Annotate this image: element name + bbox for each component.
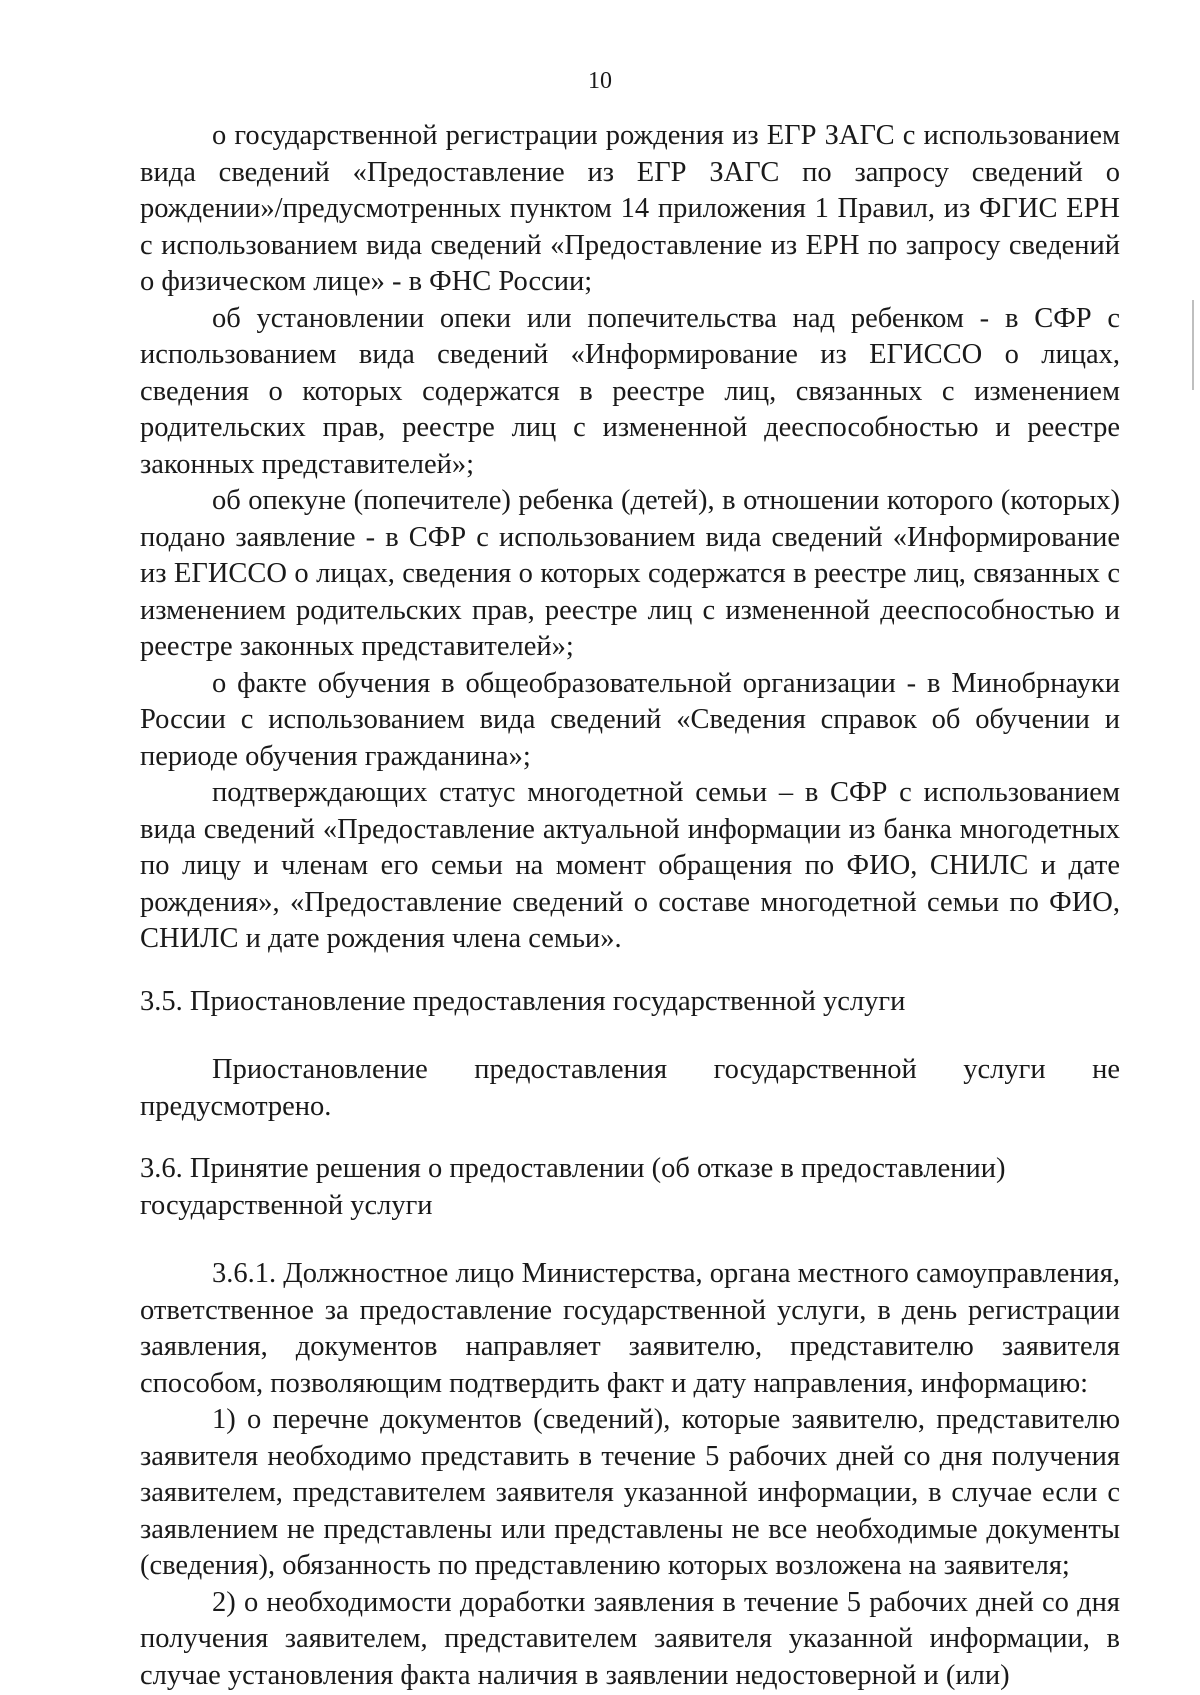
document-body bbox=[140, 118, 1120, 1694]
paragraph-large-family: подтверждающих статус многодетной семьи – в СФР с использованием вида сведений «Предоставление актуальной информации из банка многодетных по лицу и членам его семьи на момент обращения по ФИО, СНИЛС и дате рождения», «Предоставление сведений о составе многодетной семьи по ФИО, СНИЛС и дате рождения члена семьи». bbox=[140, 777, 1120, 954]
scan-edge-mark bbox=[1192, 300, 1194, 390]
paragraph-education: о факте обучения в общеобразовательной организации - в Минобрнауки России с использованием вида сведений «Сведения справок об обучении и периоде обучения гражданина»; bbox=[140, 667, 1120, 772]
paragraph-birth-registration: о государственной регистрации рождения из ЕГР ЗАГС с использованием вида сведений «Предоставление из ЕГР ЗАГС по запросу сведений о рождении»/предусмотренных пунктом 14 приложения 1 Правил, из ФГИС ЕРН с использованием вида сведений «Предоставление из ЕРН по запросу сведений о физическом лице» - в ФНС России; bbox=[140, 120, 1120, 297]
paragraph-item-2: 2) о необходимости доработки заявления в течение 5 рабочих дней со дня получения заявителем, представителем заявителя указанной информации, в случае установления факта наличия в заявлении недостоверной и (или) bbox=[140, 1586, 1120, 1691]
section-3-5-text: Приостановление предоставления государственной услуги не предусмотрено. bbox=[140, 1054, 1120, 1122]
paragraph-guardian: об опекуне (попечителе) ребенка (детей), в отношении которого (которых) подано заявление - в СФР с использованием вида сведений «Информирование из ЕГИССО о лицах, сведения о которых содержатся в реестре лиц, связанных с изменением родительских прав, реестре лиц с измененной дееспособностью и реестре законных представителей»; bbox=[140, 485, 1120, 662]
paragraph-guardianship: об установлении опеки или попечительства над ребенком - в СФР с использованием вида сведений «Информирование из ЕГИССО о лицах, сведения о которых содержатся в реестре лиц, связанных с изменением родительских прав, реестре лиц с измененной дееспособностью и реестре законных представителей»; bbox=[140, 302, 1120, 480]
section-3-6-title-line2: государственной услуги bbox=[140, 1189, 433, 1221]
page-number: 10 bbox=[588, 68, 612, 94]
paragraph-item-1: 1) о перечне документов (сведений), которые заявителю, представителю заявителя необходимо представить в течение 5 рабочих дней со дня получения заявителем, представителем заявителя указанной информации, в случае если с заявлением не представлены или представлены не все необходимые документы (сведения), обязанность по представлению которых возложена на заявителя; bbox=[140, 1404, 1120, 1581]
paragraph-3-6-1: 3.6.1. Должностное лицо Министерства, органа местного самоуправления, ответственное за предоставление государственной услуги, в день регистрации заявления, документов направляет заявителю, представителю заявителя способом, позволяющим подтвердить факт и дату направления, информацию: bbox=[140, 1258, 1120, 1399]
section-3-6-title-line1: 3.6. Принятие решения о предоставлении (об отказе в предоставлении) bbox=[140, 1153, 1006, 1184]
section-3-5-title: 3.5. Приостановление предоставления государственной услуги bbox=[140, 985, 906, 1017]
